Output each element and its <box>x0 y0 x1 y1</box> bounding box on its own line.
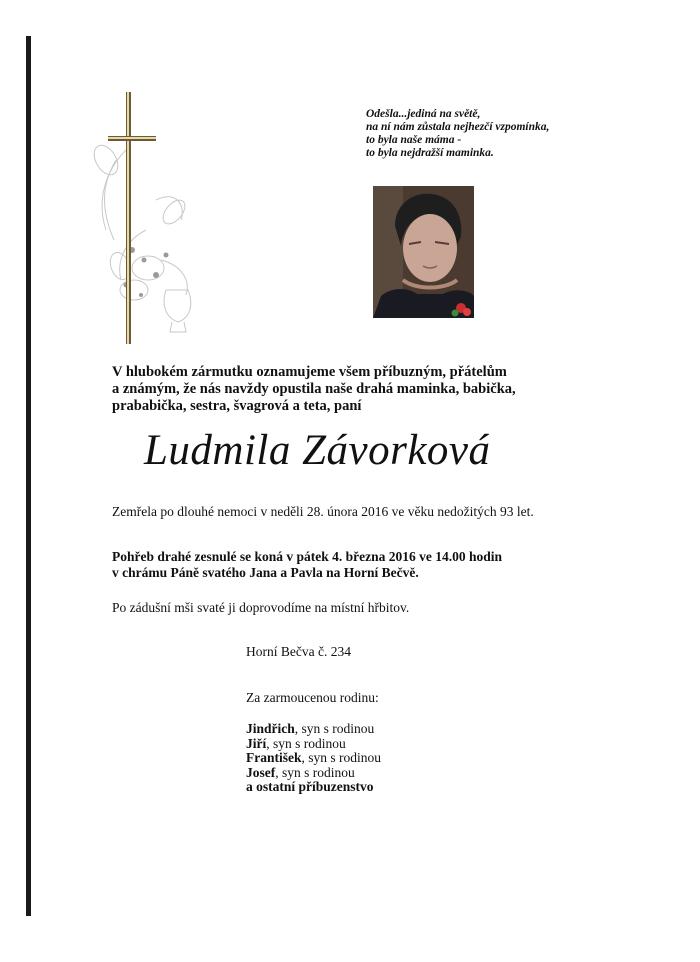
family-member <box>246 722 381 737</box>
poem-line: na ní nám zůstala nejhezčí vzpomínka, <box>366 121 550 133</box>
family-member-relation: , syn s rodinou <box>266 735 346 751</box>
death-details: Zemřela po dlouhé nemoci v neděli 28. února 2016 ve věku nedožitých 93 let. <box>112 504 534 519</box>
announcement-line: prababička, sestra, švagrová a teta, paní <box>112 398 362 414</box>
family-member-name: Josef <box>246 764 276 780</box>
mourning-border-bar <box>26 36 31 916</box>
funeral-line: Pohřeb drahé zesnulé se koná v pátek 4. března 2016 ve 14.00 hodin <box>112 549 503 564</box>
funeral-details <box>112 549 502 581</box>
family-member <box>246 766 381 781</box>
family-member-relation: , syn s rodinou <box>275 764 355 780</box>
announcement-line: a známým, že nás navždy opustila naše drahá maminka, babička, <box>112 381 516 397</box>
address: Horní Bečva č. 234 <box>246 644 351 659</box>
family-member <box>246 780 381 795</box>
burial-note: Po zádušní mši svaté ji doprovodíme na místní hřbitov. <box>112 600 410 615</box>
family-member-relation: , syn s rodinou <box>294 721 375 736</box>
poem-line: to byla naše máma - <box>366 134 462 146</box>
family-list <box>246 722 381 795</box>
poem-line: Odešla...jediná na světě, <box>366 108 481 120</box>
family-heading: Za zarmoucenou rodinu: <box>246 690 379 705</box>
family-member-relation: , syn s rodinou <box>301 750 382 765</box>
memorial-poem <box>366 108 549 160</box>
family-member <box>246 751 381 766</box>
poem-line: to byla nejdražší maminka. <box>366 147 494 159</box>
portrait-photo <box>373 186 474 318</box>
funeral-line: v chrámu Páně svatého Jana a Pavla na Horní Bečvě. <box>112 565 419 580</box>
family-member <box>246 737 381 752</box>
cross-with-lilies-icon <box>86 90 216 348</box>
family-member-name: a ostatní příbuzenstvo <box>246 779 374 794</box>
family-member-name: Jiří <box>246 735 267 751</box>
announcement-line: V hlubokém zármutku oznamujeme všem příbuzným, přátelům <box>112 364 507 380</box>
deceased-name: Ludmila Závorková <box>144 427 491 474</box>
family-member-name: Jindřich <box>246 721 295 736</box>
announcement-text <box>112 364 612 415</box>
family-member-name: František <box>246 750 302 765</box>
